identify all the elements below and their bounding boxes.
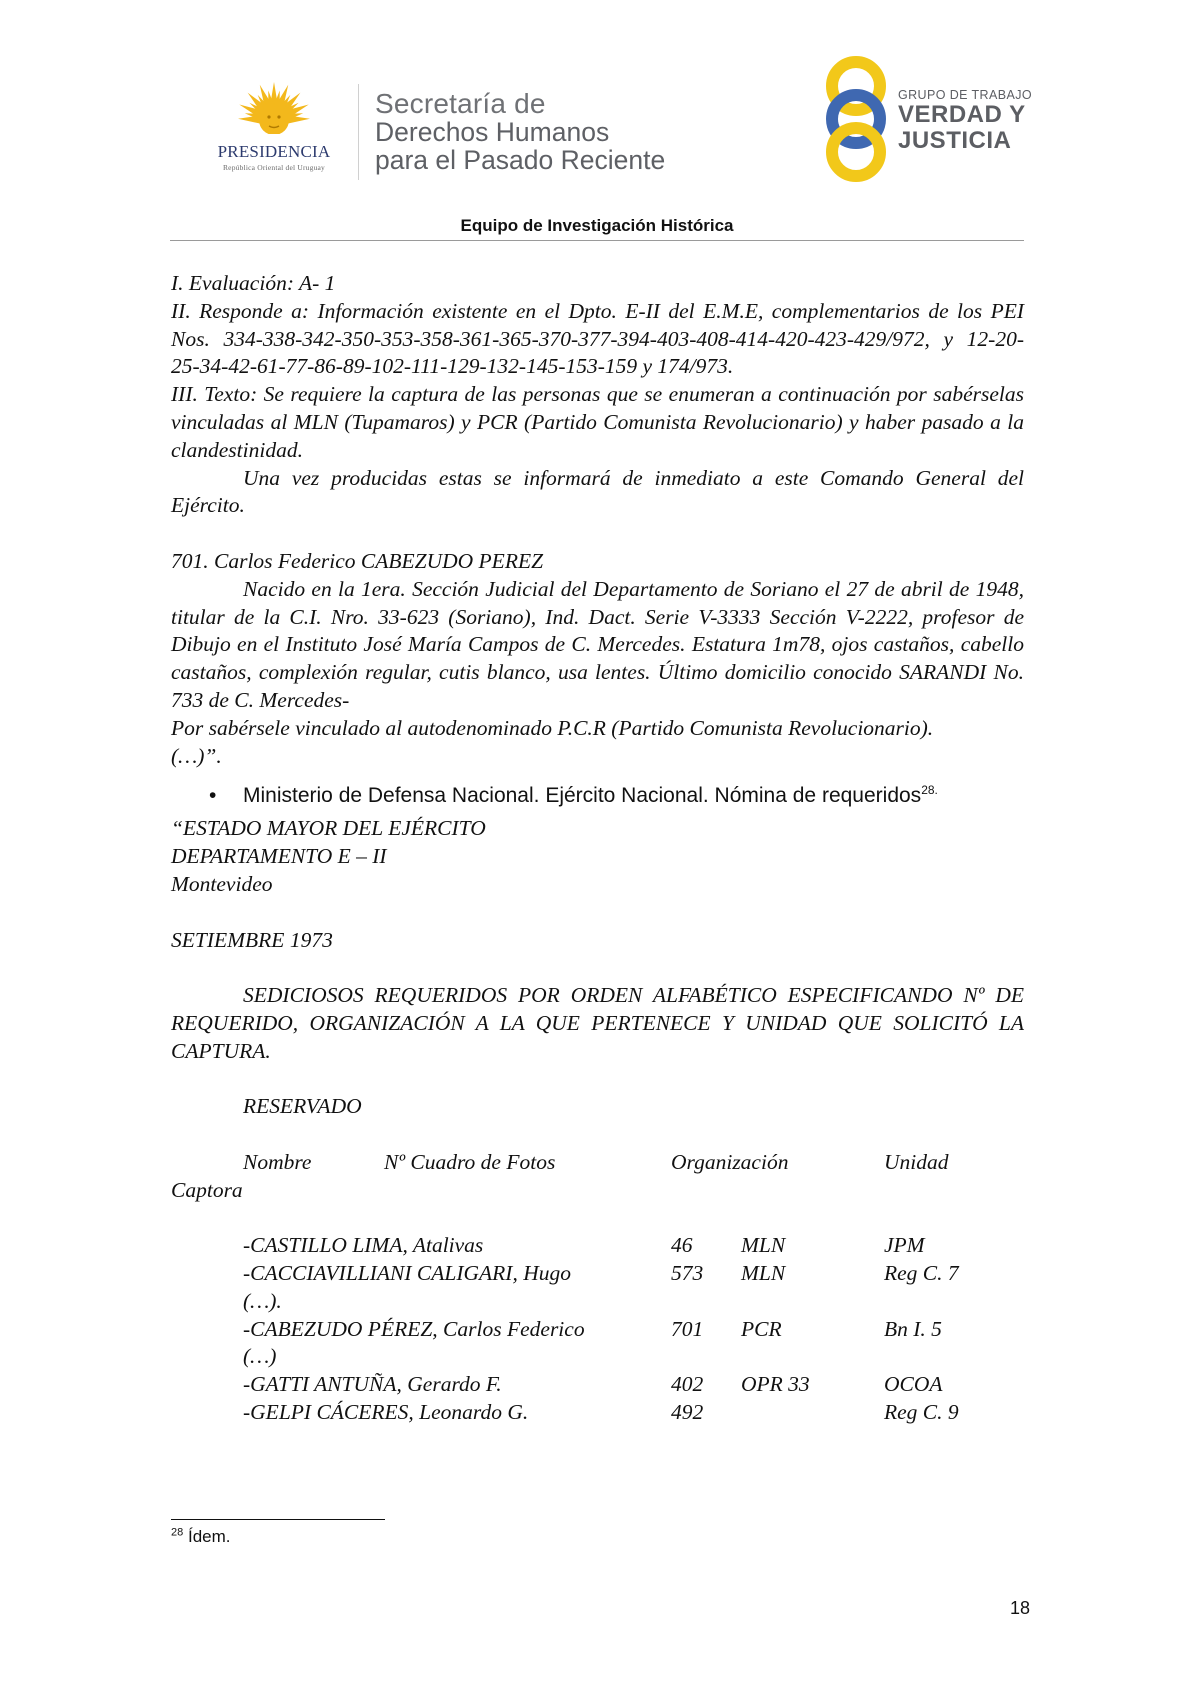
header-organizacion: Organización [671, 1149, 789, 1174]
heading-line-1: “ESTADO MAYOR DEL EJÉRCITO [171, 816, 486, 841]
row-name: (…). [243, 1288, 282, 1313]
footnote-text: Ídem. [187, 1527, 231, 1546]
row-number: 701 [671, 1316, 704, 1341]
row-name: -CABEZUDO PÉREZ, Carlos Federico [243, 1316, 585, 1341]
responds-to-paragraph: II. Responde a: Información existente en el Dpto. E-II del E.M.E, complementarios de los PEI Nos. 334-338-342-350-353-358-361-365-370-377-394-403-408-414-420-423-429/972, y 12-20-25-34-42-61-77-86-89-102-111-129-132-145-153-159 y 174/973. [171, 298, 1024, 379]
footnote-rule [171, 1519, 385, 1520]
table-row [171, 1343, 1024, 1371]
row-number: 573 [671, 1261, 704, 1286]
row-name: -CACCIAVILLIANI CALIGARI, Hugo [243, 1261, 571, 1286]
header-nombre: Nombre [243, 1149, 312, 1174]
secretaria-line-2: Derechos Humanos [375, 117, 610, 147]
footnote-ref: 28. [921, 783, 938, 798]
grupo-trabajo-text [898, 88, 1032, 154]
header-cuadro: Nº Cuadro de Fotos [384, 1149, 556, 1174]
row-organization: MLN [741, 1233, 786, 1258]
row-unit: OCOA [884, 1372, 943, 1397]
spacer [171, 1121, 1024, 1149]
affiliation-paragraph: Por sabérsele vinculado al autodenominado P.C.R (Partido Comunista Revolucionario). [171, 715, 934, 740]
spacer [171, 954, 1024, 982]
page-number: 18 [1009, 1598, 1030, 1618]
table-row [171, 1371, 1024, 1399]
team-title: Equipo de Investigación Histórica [460, 216, 734, 235]
row-number: 46 [671, 1233, 693, 1258]
row-number: 402 [671, 1372, 704, 1397]
person-heading: 701. Carlos Federico CABEZUDO PEREZ [171, 548, 544, 573]
sun-emblem-icon [196, 80, 352, 142]
inform-paragraph: Una vez producidas estas se informará de inmediato a este Comando General del Ejército. [171, 465, 1024, 518]
source-bullet [171, 782, 1024, 809]
row-name: (…) [243, 1344, 277, 1369]
table-header [171, 1149, 1024, 1177]
row-unit: JPM [884, 1233, 925, 1258]
spacer [171, 520, 1024, 548]
footnote-number: 28 [171, 1526, 184, 1539]
row-unit: Reg C. 7 [884, 1261, 959, 1286]
spacer [171, 1205, 1024, 1233]
grupo-line-1: GRUPO DE TRABAJO [898, 88, 1032, 102]
grupo-line-2: VERDAD Y [898, 101, 1026, 128]
reserved-label: RESERVADO [243, 1094, 362, 1119]
header-rule [170, 240, 1024, 241]
table-row [171, 1316, 1024, 1344]
bullet-text: Ministerio de Defensa Nacional. Ejército Nacional. Nómina de requeridos$^{28.}$ [243, 783, 938, 808]
heading-line-2: DEPARTAMENTO E – II [171, 844, 387, 869]
secretaria-logo-text [375, 90, 665, 174]
row-name: -GELPI CÁCERES, Leonardo G. [243, 1400, 529, 1425]
date-line: SETIEMBRE 1973 [171, 927, 333, 952]
row-organization: OPR 33 [741, 1372, 810, 1397]
row-name: -CASTILLO LIMA, Atalivas [243, 1233, 484, 1258]
evaluation-line: I. Evaluación: A- 1 [171, 271, 336, 295]
table-header-continuation [171, 1177, 1024, 1205]
table-row [171, 1399, 1024, 1427]
presidencia-logo [196, 80, 352, 180]
presidencia-subtitle: República Oriental del Uruguay [222, 163, 325, 172]
document-body [171, 270, 1024, 1427]
person-description: Nacido en la 1era. Sección Judicial del Departamento de Soriano el 27 de abril de 1948, titular de la C.I. Nro. 33-623 (Soriano), Ind. Dact. Serie V-3333 Sección V-2222, profesor de Dibujo en el Instituto José María Campos de C. Mercedes. Estatura 1m78, ojos castaños, cabello castaños, complexión regular, cutis blanco, usa lentes. Último domicilio conocido SARANDI No. 733 de C. Mercedes- [171, 576, 1024, 712]
ellipsis-close: (…)”. [171, 743, 222, 768]
footnote [171, 1527, 231, 1547]
heading-line-3: Montevideo [171, 871, 273, 896]
row-unit: Bn I. 5 [884, 1316, 942, 1341]
spacer [171, 1066, 1024, 1094]
header-divider [358, 84, 359, 180]
table-row [171, 1260, 1024, 1288]
table-row [171, 1232, 1024, 1260]
grupo-line-3: JUSTICIA [898, 127, 1012, 154]
row-name: -GATTI ANTUÑA, Gerardo F. [243, 1372, 502, 1397]
secretaria-line-1: Secretaría de [375, 88, 546, 119]
text-paragraph: III. Texto: Se requiere la captura de las personas que se enumeran a continuación por sabérselas vinculadas al MLN (Tupamaros) y PCR (Partido Comunista Revolucionario) y haber pasado a la clandestinidad. [171, 382, 1024, 462]
row-organization: MLN [741, 1261, 786, 1286]
presidencia-title: PRESIDENCIA [217, 142, 331, 161]
spacer [171, 899, 1024, 927]
intro-paragraph: SEDICIOSOS REQUERIDOS POR ORDEN ALFABÉTICO ESPECIFICANDO Nº DE REQUERIDO, ORGANIZACIÓN A LA QUE PERTENECE Y UNIDAD QUE SOLICITÓ LA CAPTURA. [171, 983, 1024, 1063]
row-unit: Reg C. 9 [884, 1400, 959, 1425]
bullet-icon: • [209, 784, 217, 808]
header-captora: Captora [171, 1177, 243, 1202]
header-unidad: Unidad [884, 1149, 949, 1174]
table-row [171, 1288, 1024, 1316]
row-organization: PCR [741, 1316, 782, 1341]
row-number: 492 [671, 1400, 704, 1425]
secretaria-line-3: para el Pasado Reciente [375, 145, 666, 175]
